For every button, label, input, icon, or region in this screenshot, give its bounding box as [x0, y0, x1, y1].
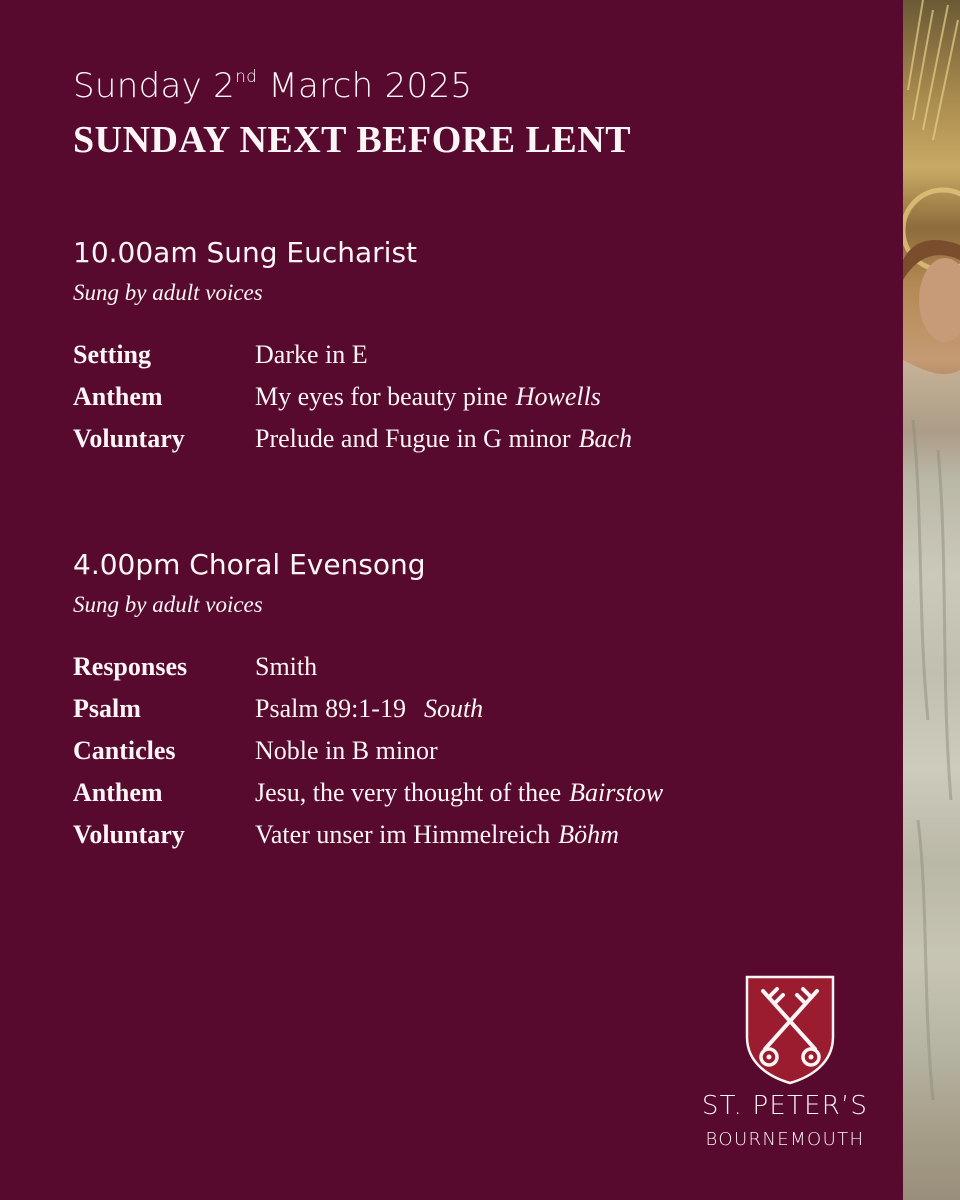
piece-title: Smith — [255, 652, 318, 681]
piece-title: Darke in E — [255, 340, 368, 369]
service-title-evensong: 4.00pm Choral Evensong — [73, 548, 426, 581]
music-label: Setting — [73, 340, 151, 369]
music-piece — [255, 694, 483, 724]
piece-title: My eyes for beauty pine — [255, 382, 508, 411]
composer-name: Howells — [515, 382, 601, 411]
christ-painting-image — [903, 0, 960, 1200]
piece-title: Jesu, the very thought of thee — [255, 778, 562, 807]
music-label: Anthem — [73, 778, 163, 807]
service-subtitle-evensong: Sung by adult voices — [73, 592, 263, 617]
music-piece — [255, 778, 663, 808]
composer-name: South — [423, 694, 484, 723]
music-piece — [255, 340, 376, 370]
music-label: Anthem — [73, 382, 163, 411]
music-row — [73, 820, 873, 854]
music-piece — [255, 736, 446, 766]
music-row — [73, 694, 873, 728]
service-date — [73, 66, 472, 106]
logo-place-name: BOURNEMOUTH — [705, 1129, 865, 1150]
piece-title: Vater unser im Himmelreich — [255, 820, 551, 849]
music-row — [73, 652, 873, 686]
music-row — [73, 778, 873, 812]
crossed-keys-shield-icon — [745, 975, 835, 1085]
composer-name: Bach — [578, 424, 632, 453]
music-row — [73, 736, 873, 770]
painting-detail — [903, 0, 960, 1200]
music-label: Psalm — [73, 694, 141, 723]
service-title-eucharist: 10.00am Sung Eucharist — [73, 236, 418, 269]
date-rest: March 2025 — [257, 66, 473, 106]
date-prefix: Sunday 2 — [73, 66, 236, 106]
piece-title: Noble in B minor — [255, 736, 438, 765]
occasion-title: SUNDAY NEXT BEFORE LENT — [73, 119, 632, 161]
music-piece — [255, 652, 325, 682]
music-piece — [255, 424, 632, 454]
piece-title: Psalm 89:1-19 — [255, 694, 406, 723]
music-label: Canticles — [73, 736, 176, 765]
music-row — [73, 424, 873, 458]
music-label: Voluntary — [73, 820, 185, 849]
music-label: Responses — [73, 652, 188, 681]
piece-title: Prelude and Fugue in G minor — [255, 424, 571, 453]
music-row — [73, 382, 873, 416]
service-subtitle-eucharist: Sung by adult voices — [73, 280, 263, 305]
composer-name: Böhm — [558, 820, 619, 849]
music-label: Voluntary — [73, 424, 185, 453]
music-row — [73, 340, 873, 374]
date-ordinal-suffix: nd — [235, 67, 258, 87]
logo-church-name: ST. PETER’S — [701, 1091, 869, 1121]
music-piece — [255, 820, 619, 850]
composer-name: Bairstow — [569, 778, 664, 807]
music-piece — [255, 382, 601, 412]
